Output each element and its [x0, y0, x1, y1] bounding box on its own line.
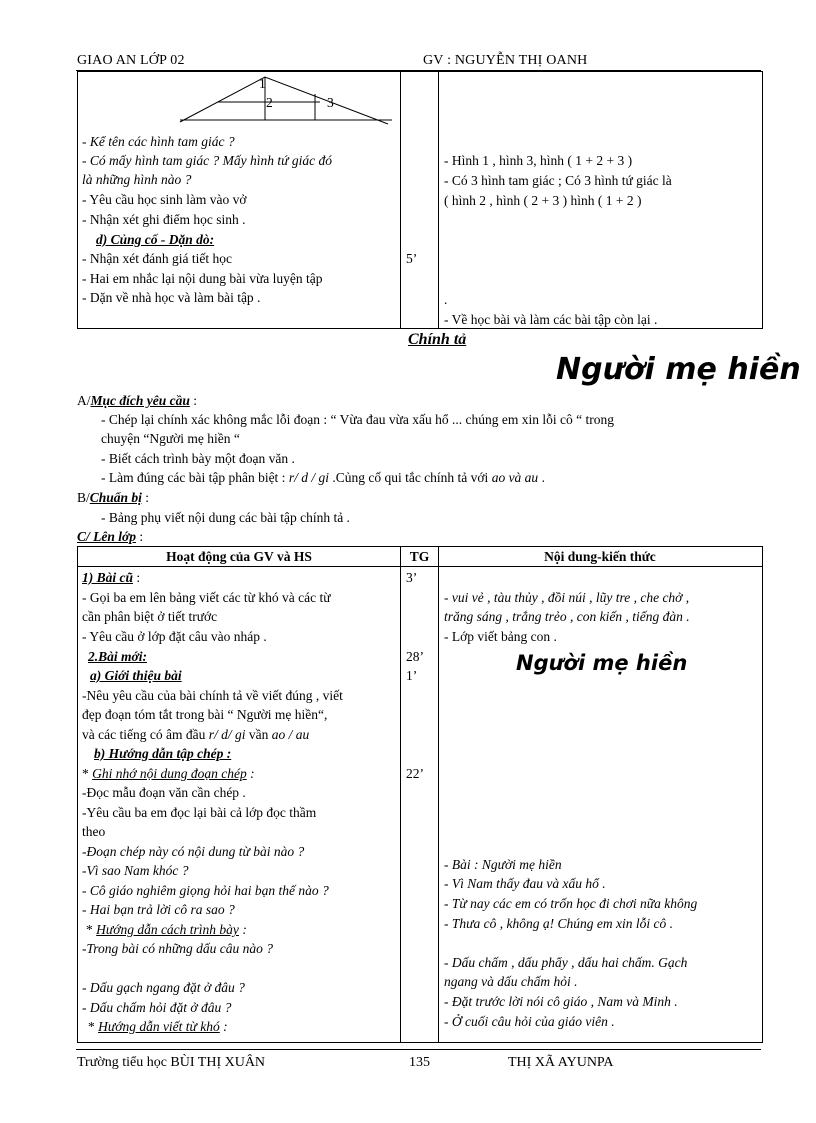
t2-right-line: - Vì Nam thấy đau và xấu hổ .: [444, 876, 606, 891]
table-header-content: Nội dung-kiến thức: [544, 549, 656, 564]
triangle-figure: [170, 72, 395, 128]
objectives-line: chuyện “Người mẹ hiền “: [101, 431, 240, 446]
preparation-line: - Bảng phụ viết nội dung các bài tập chính tả .: [101, 510, 350, 525]
table-1-divider: [438, 71, 439, 328]
t2-left-line: - Cô giáo nghiêm giọng hỏi hai bạn thế nào ?: [82, 883, 329, 898]
t2-subheading: b) Hướng dẫn tập chép :: [94, 746, 232, 761]
t2-right-line: - Thưa cô , không ạ! Chúng em xin lỗi cô .: [444, 916, 673, 931]
t2-heading: 1) Bài cũ :: [82, 570, 141, 585]
t1-left-line: - Nhận xét đánh giá tiết học: [82, 251, 232, 266]
figure-label-1: 1: [259, 76, 266, 91]
t1-subheading: d) Củng cố - Dặn dò:: [96, 232, 215, 247]
t2-left-line: -Yêu cầu ba em đọc lại bài cả lớp đọc thầm: [82, 805, 317, 820]
t1-left-line: - Hai em nhắc lại nội dung bài vừa luyện tập: [82, 271, 323, 286]
t1-right-line: - Có 3 hình tam giác ; Có 3 hình tứ giác là: [444, 173, 672, 188]
table-1-divider: [400, 71, 401, 328]
t1-right-line: .: [444, 292, 448, 307]
objectives-line: - Biết cách trình bày một đoạn văn .: [101, 451, 295, 466]
t2-left-line: -Trong bài có những dấu câu nào ?: [82, 941, 273, 956]
t2-right-line: - Bài : Người mẹ hiền: [444, 857, 562, 872]
class-heading: C/ Lên lớp :: [77, 529, 144, 544]
t2-left-line: -Đọc mẫu đoạn văn cần chép .: [82, 785, 246, 800]
t1-right-line: - Về học bài và làm các bài tập còn lại .: [444, 312, 658, 327]
header-left: GIAO AN LỚP 02: [77, 53, 185, 68]
t1-right-line: - Hình 1 , hình 3, hình ( 1 + 2 + 3 ): [444, 153, 633, 168]
figure-label-3: 3: [327, 95, 334, 110]
t1-right-line: ( hình 2 , hình ( 2 + 3 ) hình ( 1 + 2 ): [444, 193, 642, 208]
t2-left-line: đẹp đoạn tóm tắt trong bài “ Người mẹ hiền“,: [82, 707, 328, 722]
t1-time: 5’: [406, 251, 418, 266]
t2-subheading: a) Giới thiệu bài: [90, 668, 182, 683]
t1-left-line: - Dặn về nhà học và làm bài tập .: [82, 290, 261, 305]
table-header-time: TG: [409, 549, 430, 564]
lesson-title: Người mẹ hiền: [556, 352, 801, 387]
t2-left-line: -Đoạn chép này có nội dung từ bài nào ?: [82, 844, 305, 859]
footer-page-number: 135: [409, 1055, 430, 1070]
t2-left-line: theo: [82, 824, 106, 839]
t2-subheading: * Ghi nhớ nội dung đoạn chép :: [82, 766, 255, 781]
figure-label-2: 2: [266, 95, 273, 110]
t2-left-line: -Nêu yêu cầu của bài chính tả về viết đúng , viết: [82, 688, 343, 703]
objectives-heading: A/Mục đích yêu cầu :: [77, 393, 198, 408]
t2-right-line: ngang và dấu chấm hỏi .: [444, 974, 578, 989]
t1-left-line: - Kể tên các hình tam giác ?: [82, 134, 235, 149]
t2-right-line: - Đặt trước lời nói cô giáo , Nam và Minh .: [444, 994, 678, 1009]
t2-subheading: * Hướng dẫn cách trình bày :: [86, 922, 247, 937]
t2-subheading: * Hướng dẫn viết từ khó :: [88, 1019, 228, 1034]
table-header-activities: Hoạt động của GV và HS: [166, 549, 312, 564]
t2-time: 1’: [406, 668, 418, 683]
t2-left-line: - Hai bạn trả lời cô ra sao ?: [82, 902, 235, 917]
footer-rule: [76, 1049, 761, 1050]
objectives-line: - Làm đúng các bài tập phân biệt : r/ d / gi .Củng cố qui tắc chính tả với ao và au .: [101, 470, 545, 485]
t2-left-line: -Vì sao Nam khóc ?: [82, 863, 189, 878]
t2-left-line: - Gọi ba em lên bảng viết các từ khó và các từ: [82, 590, 331, 605]
board-script-title: Người mẹ hiền: [516, 651, 688, 675]
t2-left-line: - Yêu cầu ở lớp đặt câu vào nháp .: [82, 629, 267, 644]
t1-left-line: - Nhận xét ghi điểm học sinh .: [82, 212, 246, 227]
footer-town: THỊ XÃ AYUNPA: [508, 1055, 614, 1070]
t1-left-line: là những hình nào ?: [82, 172, 192, 187]
t1-left-line: - Yêu cầu học sinh làm vào vở: [82, 192, 247, 207]
t2-time: 28’: [406, 649, 424, 664]
table-2-header-rule: [77, 566, 762, 567]
t2-right-line: - vui vẻ , tàu thủy , đồi núi , lũy tre , che chở ,: [444, 590, 690, 605]
t2-time: 22’: [406, 766, 424, 781]
t2-heading: 2.Bài mới:: [88, 649, 147, 664]
table-2-divider: [400, 546, 401, 1042]
t2-left-line: - Dấu chấm hỏi đặt ở đâu ?: [82, 1000, 232, 1015]
t1-left-line: - Có mấy hình tam giác ? Mấy hình tứ giác đó: [82, 153, 332, 168]
t2-time: 3’: [406, 570, 418, 585]
t2-right-line: trăng sáng , trắng trẻo , con kiến , tiếng đàn .: [444, 609, 690, 624]
t2-right-line: - Ở cuối câu hỏi của giáo viên .: [444, 1014, 615, 1029]
t2-left-line: cần phân biệt ở tiết trước: [82, 609, 218, 624]
preparation-heading: B/Chuẩn bị :: [77, 490, 150, 505]
t2-right-line: - Lớp viết bảng con .: [444, 629, 557, 644]
section-title: Chính tả: [408, 331, 467, 348]
t2-left-line: - Dấu gạch ngang đặt ở đâu ?: [82, 980, 245, 995]
t2-right-line: - Từ nay các em có trốn học đi chơi nữa không: [444, 896, 698, 911]
t2-right-line: - Dấu chấm , dấu phẩy , dấu hai chấm. Gạch: [444, 955, 688, 970]
objectives-line: - Chép lại chính xác không mắc lỗi đoạn : “ Vừa đau vừa xấu hổ ... chúng em xin lỗi cô “ trong: [101, 412, 615, 427]
header-right: GV : NGUYỄN THỊ OANH: [423, 53, 588, 68]
table-2-divider: [438, 546, 439, 1042]
footer-school: Trường tiểu học BÙI THỊ XUÂN: [77, 1055, 266, 1070]
t2-left-line: và các tiếng có âm đầu r/ d/ gi vần ao / au: [82, 727, 310, 742]
